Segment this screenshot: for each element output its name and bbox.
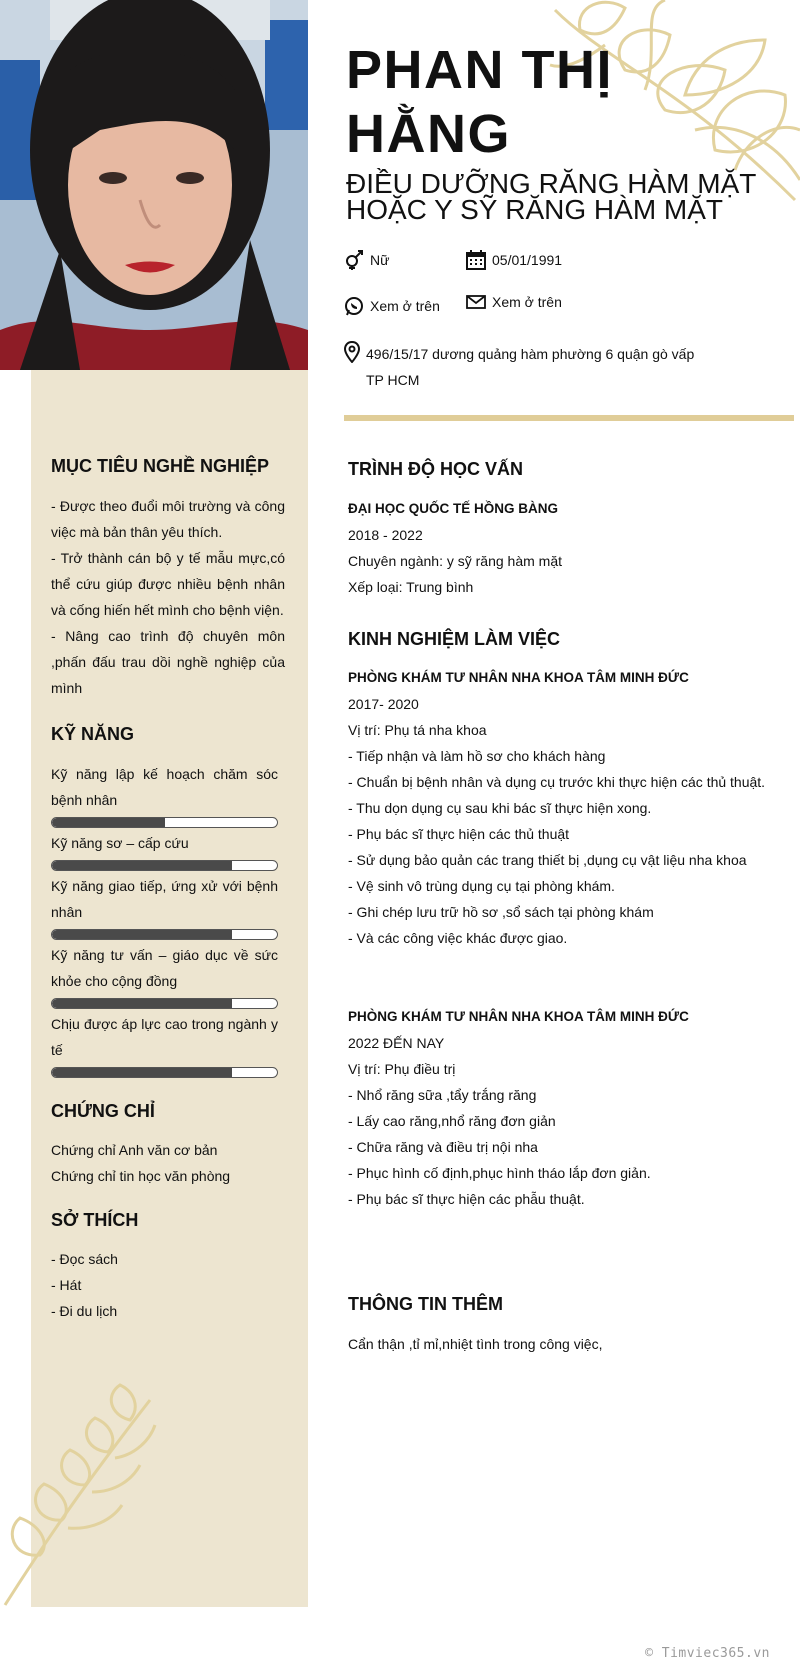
job-duty: - Vệ sinh vô trùng dụng cụ tại phòng khám.: [348, 878, 615, 894]
job-duty: - Chuẩn bị bệnh nhân và dụng cụ trước khi thực hiện các thủ thuật.: [348, 774, 766, 790]
header-divider: [344, 415, 794, 421]
certificate-item: Chứng chỉ tin học văn phòng: [51, 1168, 231, 1184]
hobbies-title: SỞ THÍCH: [51, 1210, 139, 1230]
job-company: PHÒNG KHÁM TƯ NHÂN NHA KHOA TÂM MINH ĐỨC: [348, 1009, 689, 1024]
skill-bar-fill: [52, 930, 232, 939]
email-text[interactable]: Xem ở trên: [492, 294, 562, 310]
portrait-image: [0, 0, 308, 370]
skill-bar: [51, 998, 278, 1009]
objective-line: - Trở thành cán bộ y tế mẫu mực,có thể cứu giúp được nhiều bệnh nhân và cống hiến hết mình cho bệnh viện.: [51, 550, 285, 618]
certificate-item: Chứng chỉ Anh văn cơ bản: [51, 1142, 218, 1158]
extra-title: THÔNG TIN THÊM: [348, 1294, 503, 1314]
footer-watermark: © Timviec365.vn: [645, 1646, 770, 1661]
skill-item: [51, 830, 278, 871]
phone-text[interactable]: Xem ở trên: [370, 298, 440, 314]
job-duty: - Phụ bác sĩ thực hiện các phẫu thuật.: [348, 1191, 585, 1207]
certificates-title: CHỨNG CHỈ: [51, 1101, 155, 1121]
skill-item: [51, 1011, 278, 1078]
skill-bar: [51, 1067, 278, 1078]
skill-item: [51, 873, 278, 940]
skill-bar-fill: [52, 861, 232, 870]
job-duty: - Thu dọn dụng cụ sau khi bác sĩ thực hiện xong.: [348, 800, 652, 816]
objective-list: [51, 493, 285, 701]
gender-info: [344, 250, 389, 270]
education-major: Chuyên ngành: y sỹ răng hàm mặt: [348, 553, 563, 569]
job-position: Vị trí: Phụ tá nha khoa: [348, 722, 487, 738]
skill-label: Chịu được áp lực cao trong ngành y tế: [51, 1016, 278, 1058]
skill-bar: [51, 817, 278, 828]
calendar-icon: [466, 250, 486, 270]
location-pin-icon: [344, 341, 360, 363]
gender-text: Nữ: [370, 252, 390, 268]
hobby-item: - Đọc sách: [51, 1251, 118, 1267]
education-block: [348, 496, 768, 600]
job-position: Vị trí: Phụ điều trị: [348, 1061, 456, 1077]
job-duty: - Sử dụng bảo quản các trang thiết bị ,dụng cụ vật liệu nha khoa: [348, 852, 747, 868]
skill-item: [51, 761, 278, 828]
objective-line: - Nâng cao trình độ chuyên môn ,phấn đấu trau dồi nghề nghiệp của mình: [51, 628, 285, 696]
skill-label: Kỹ năng sơ – cấp cứu: [51, 835, 189, 851]
birthdate-text: 05/01/1991: [492, 252, 563, 268]
skill-bar-fill: [52, 999, 232, 1008]
address-text: 496/15/17 dương quảng hàm phường 6 quận gò vấp TP HCM: [366, 346, 695, 388]
job-period: 2022 ĐẾN NAY: [348, 1035, 445, 1051]
education-grade: Xếp loại: Trung bình: [348, 579, 474, 595]
hobbies-list: [51, 1246, 118, 1324]
job-duty: - Chữa răng và điều trị nội nha: [348, 1139, 538, 1155]
candidate-name: PHAN THỊ HẰNG: [346, 40, 613, 164]
job-duty: - Ghi chép lưu trữ hồ sơ ,sổ sách tại phòng khám: [348, 904, 654, 920]
profile-photo: [0, 0, 308, 370]
hobby-item: - Hát: [51, 1277, 82, 1293]
whatsapp-icon: [344, 296, 364, 316]
job-duty: - Phục hình cố định,phục hình tháo lắp đơn giản.: [348, 1165, 651, 1181]
experience-job: [348, 665, 788, 951]
skill-label: Kỹ năng giao tiếp, ứng xử với bệnh nhân: [51, 878, 278, 920]
address-info: [344, 341, 714, 393]
job-duty: - Phụ bác sĩ thực hiện các thủ thuật: [348, 826, 570, 842]
job-duty: - Tiếp nhận và làm hồ sơ cho khách hàng: [348, 748, 606, 764]
skill-bar-fill: [52, 1068, 232, 1077]
email-info: [466, 292, 562, 312]
education-title: TRÌNH ĐỘ HỌC VẤN: [348, 459, 523, 479]
certificates-list: [51, 1137, 230, 1189]
job-period: 2017- 2020: [348, 696, 419, 712]
skill-bar: [51, 860, 278, 871]
phone-info: [344, 296, 440, 316]
extra-text: Cẩn thận ,tỉ mỉ,nhiệt tình trong công việc,: [348, 1336, 603, 1352]
education-period: 2018 - 2022: [348, 527, 423, 543]
job-duty: - Lấy cao răng,nhổ răng đơn giản: [348, 1113, 556, 1129]
birthdate-info: [466, 250, 562, 270]
skill-label: Kỹ năng lập kế hoạch chăm sóc bệnh nhân: [51, 766, 278, 808]
skill-label: Kỹ năng tư vấn – giáo dục về sức khỏe cho cộng đồng: [51, 947, 278, 989]
skill-bar-fill: [52, 818, 165, 827]
gender-icon: [344, 250, 364, 270]
leaf-decoration-bottom: [0, 1380, 160, 1610]
skills-title: KỸ NĂNG: [51, 724, 135, 744]
skill-item: [51, 942, 278, 1009]
job-company: PHÒNG KHÁM TƯ NHÂN NHA KHOA TÂM MINH ĐỨC: [348, 670, 689, 685]
objective-title: MỤC TIÊU NGHỀ NGHIỆP: [51, 456, 270, 476]
experience-title: KINH NGHIỆM LÀM VIỆC: [348, 629, 561, 649]
job-duty: - Nhổ răng sữa ,tẩy trắng răng: [348, 1087, 537, 1103]
hobby-item: - Đi du lịch: [51, 1303, 118, 1319]
experience-job: [348, 1004, 788, 1212]
candidate-role: ĐIỀU DƯỠNG RĂNG HÀM MẶT HOẶC Y SỸ RĂNG HÀM MẶT: [346, 168, 756, 225]
education-school: ĐẠI HỌC QUỐC TẾ HỒNG BÀNG: [348, 501, 559, 516]
objective-line: - Được theo đuổi môi trường và công việc mà bản thân yêu thích.: [51, 498, 285, 540]
job-duty: - Và các công việc khác được giao.: [348, 930, 568, 946]
skill-bar: [51, 929, 278, 940]
envelope-icon: [466, 292, 486, 312]
